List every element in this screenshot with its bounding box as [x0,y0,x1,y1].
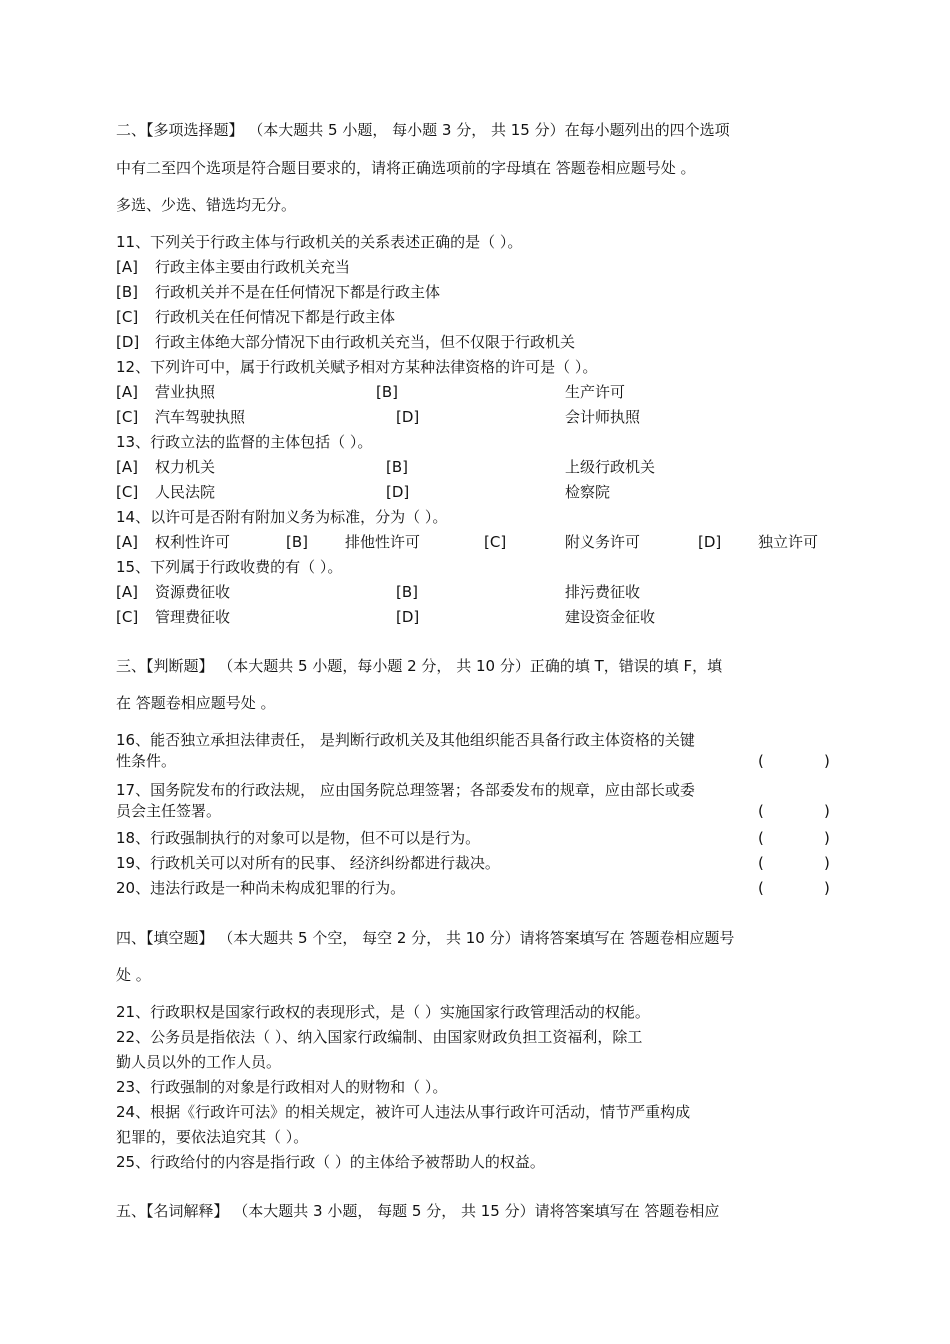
option-label: [B] [116,283,138,301]
option-text: 建设资金征收 [565,608,656,626]
question-stem: 14、以许可是否附有附加义务为标准，分为（ ）。 [116,508,448,526]
question-stem: 15、下列属于行政收费的有（ ）。 [116,558,343,576]
answer-blank [758,828,830,848]
paren-close: ) [824,802,830,820]
option-text: 人民法院 [155,483,216,501]
option-text: 上级行政机关 [565,458,656,476]
option-label: [D] [698,533,722,551]
option-text: 独立许可 [758,533,819,551]
question-stem: 13、行政立法的监督的主体包括（ ）。 [116,433,373,451]
option-text: 权利性许可 [155,533,231,551]
paren-open: ( [758,752,764,770]
section-judge-heading: 三、【判断题】 （本大题共 5 小题，每小题 2 分， 共 10 分）正确的填 T，错误的填 F，填 [116,657,723,675]
option-text: 会计师执照 [565,408,641,426]
option-text: 行政机关在任何情况下都是行政主体 [155,308,396,326]
option-label: [C] [116,408,139,426]
option-label: [A] [116,458,138,476]
judge-item-text: 16、能否独立承担法律责任， 是判断行政机关及其他组织能否具备行政主体资格的关键 [116,731,695,749]
judge-item-text: 员会主任签署。 [116,802,222,820]
option-text: 排污费征收 [565,583,641,601]
section-judge-instruction: 在 答题卷相应题号处 。 [116,694,276,712]
judge-item-text: 18、行政强制执行的对象可以是物，但不可以是行为。 [116,829,481,847]
paren-close: ) [824,752,830,770]
paren-open: ( [758,802,764,820]
option-text: 行政机关并不是在任何情况下都是行政主体 [155,283,441,301]
option-text: 行政主体主要由行政机关充当 [155,258,351,276]
option-label: [A] [116,258,138,276]
option-text: 检察院 [565,483,611,501]
option-label: [B] [286,533,308,551]
section-terms-heading: 五、【名词解释】 （本大题共 3 小题， 每题 5 分， 共 15 分）请将答案填写在 答题卷相应 [116,1202,720,1220]
answer-blank [758,801,830,821]
fill-item-text: 25、行政给付的内容是指行政（ ）的主体给予被帮助人的权益。 [116,1153,545,1171]
section-multi-instruction: 中有二至四个选项是符合题目要求的，请将正确选项前的字母填在 答题卷相应题号处 。 [116,159,696,177]
option-label: [D] [396,608,420,626]
option-label: [B] [396,583,418,601]
option-label: [D] [386,483,410,501]
answer-blank [758,878,830,898]
option-text: 汽车驾驶执照 [155,408,246,426]
section-multi-heading: 二、【多项选择题】 （本大题共 5 小题， 每小题 3 分， 共 15 分）在每小题列出的四个选项 [116,121,730,139]
option-text: 资源费征收 [155,583,231,601]
option-label: [A] [116,583,138,601]
fill-item-text: 犯罪的，要依法追究其（ ）。 [116,1128,309,1146]
paren-close: ) [824,854,830,872]
fill-item-text: 23、行政强制的对象是行政相对人的财物和（ ）。 [116,1078,448,1096]
fill-item-text: 22、公务员是指依法（ ）、纳入国家行政编制、由国家财政负担工资福利，除工 [116,1028,643,1046]
option-label: [C] [116,483,139,501]
answer-blank [758,853,830,873]
fill-item-text: 勤人员以外的工作人员。 [116,1053,282,1071]
option-label: [B] [386,458,408,476]
option-text: 行政主体绝大部分情况下由行政机关充当，但不仅限于行政机关 [155,333,576,351]
option-label: [C] [484,533,507,551]
option-label: [A] [116,533,138,551]
option-text: 附义务许可 [565,533,641,551]
option-label: [C] [116,608,139,626]
paren-close: ) [824,879,830,897]
judge-item-text: 19、行政机关可以对所有的民事、 经济纠纷都进行裁决。 [116,854,500,872]
option-text: 生产许可 [565,383,626,401]
section-fill-instruction: 处 。 [116,966,151,984]
option-text: 排他性许可 [345,533,421,551]
option-text: 管理费征收 [155,608,231,626]
option-label: [A] [116,383,138,401]
option-label: [B] [376,383,398,401]
paren-open: ( [758,829,764,847]
option-text: 营业执照 [155,383,216,401]
fill-item-text: 24、根据《行政许可法》的相关规定，被许可人违法从事行政许可活动，情节严重构成 [116,1103,691,1121]
judge-item-text: 性条件。 [116,752,177,770]
judge-item-text: 20、违法行政是一种尚未构成犯罪的行为。 [116,879,406,897]
section-multi-instruction: 多选、少选、错选均无分。 [116,196,297,214]
question-stem: 11、下列关于行政主体与行政机关的关系表述正确的是（ ）。 [116,233,523,251]
option-text: 权力机关 [155,458,216,476]
option-label: [D] [116,333,140,351]
question-stem: 12、下列许可中，属于行政机关赋予相对方某种法律资格的许可是（ ）。 [116,358,598,376]
paren-close: ) [824,829,830,847]
paren-open: ( [758,854,764,872]
paren-open: ( [758,879,764,897]
judge-item-text: 17、国务院发布的行政法规， 应由国务院总理签署；各部委发布的规章，应由部长或委 [116,781,695,799]
option-label: [D] [396,408,420,426]
option-label: [C] [116,308,139,326]
section-fill-heading: 四、【填空题】 （本大题共 5 个空， 每空 2 分， 共 10 分）请将答案填写在 答题卷相应题号 [116,929,735,947]
fill-item-text: 21、行政职权是国家行政权的表现形式，是（ ）实施国家行政管理活动的权能。 [116,1003,650,1021]
answer-blank [758,751,830,771]
